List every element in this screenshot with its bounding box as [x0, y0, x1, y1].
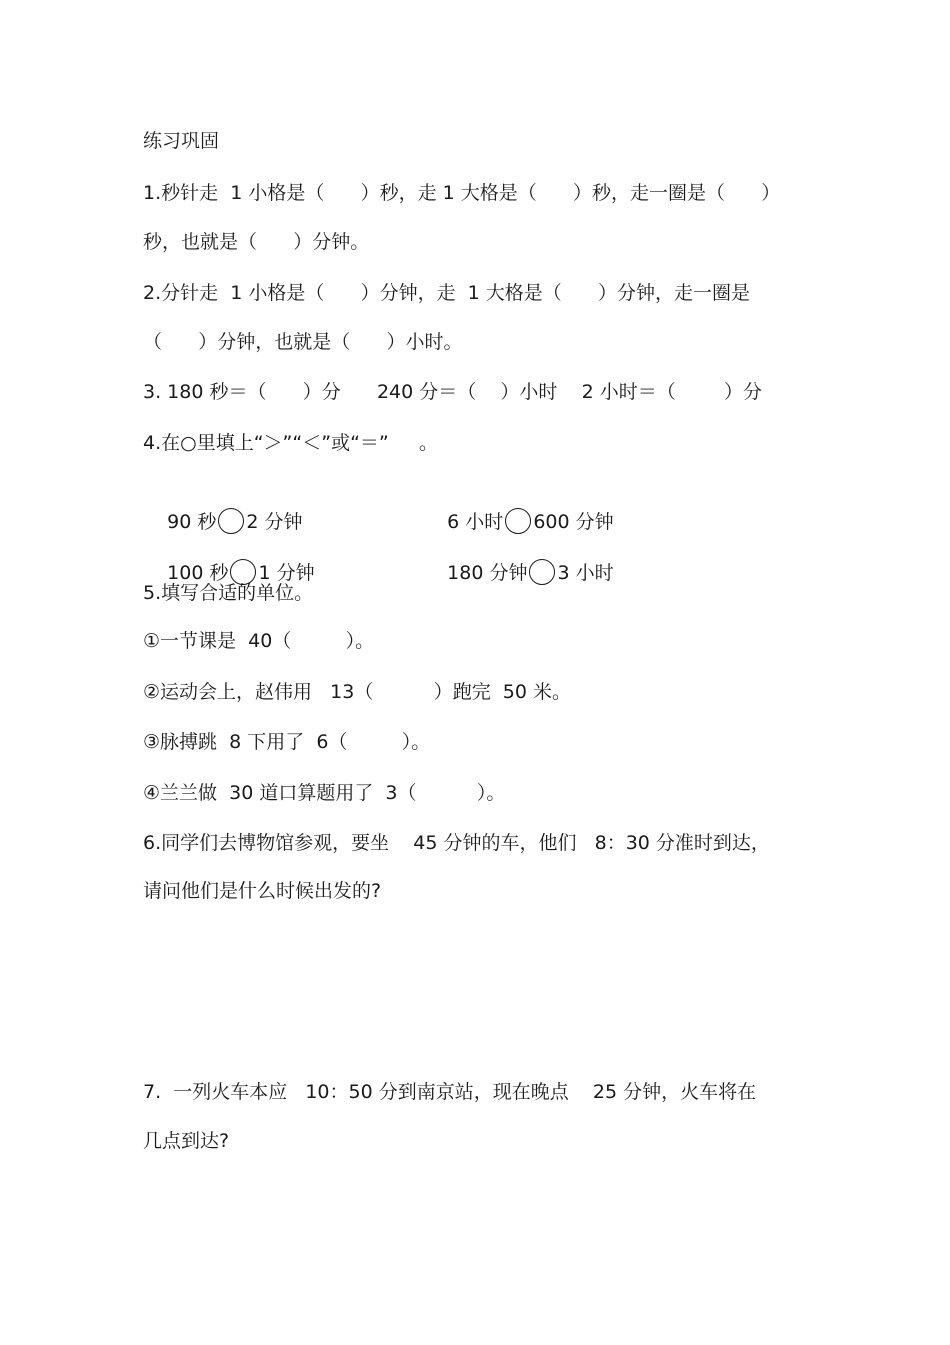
compare-right: 2 分钟 [246, 511, 303, 533]
question-7-line-1: 7. 一列火车本应 10：50 分到南京站，现在晚点 25 分钟，火车将在 [143, 1081, 757, 1103]
compare-right: 1 分钟 [258, 562, 315, 584]
question-1-line-2: 秒，也就是（ ）分钟。 [143, 231, 370, 253]
question-2-line-2: （ ）分钟，也就是（ ）小时。 [143, 331, 463, 353]
compare-right: 600 分钟 [533, 511, 614, 533]
unit-item-3: ③脉搏跳 8 下用了 6（ ）。 [143, 731, 431, 753]
section-title: 练习巩固 [143, 130, 220, 152]
compare-circle-icon[interactable] [218, 508, 244, 534]
question-3-line-1: 3. 180 秒＝（ ）分 240 分＝（ ）小时 2 小时＝（ ）分 [143, 381, 763, 403]
compare-right: 3 小时 [557, 562, 614, 584]
compare-circle-icon[interactable] [505, 508, 531, 534]
compare-left: 180 分钟 [447, 562, 528, 584]
unit-item-1: ①一节课是 40（ ）。 [143, 630, 375, 652]
question-5-instruction: 5.填写合适的单位。 [143, 582, 314, 604]
compare-circle-icon[interactable] [529, 559, 555, 585]
compare-item-1 [143, 483, 303, 533]
compare-left: 6 小时 [447, 511, 504, 533]
question-7-line-2: 几点到达? [143, 1130, 230, 1152]
compare-item-2 [423, 483, 614, 533]
question-6-line-1: 6.同学们去博物馆参观，要坐 45 分钟的车，他们 8：30 分准时到达， [143, 832, 770, 854]
unit-item-2: ②运动会上，赵伟用 13（ ）跑完 50 米。 [143, 681, 572, 703]
question-1-line-1: 1.秒针走 1 小格是（ ）秒，走 1 大格是（ ）秒，走一圈是（ ） [143, 182, 781, 204]
unit-item-4: ④兰兰做 30 道口算题用了 3（ ）。 [143, 782, 506, 804]
compare-item-4 [423, 534, 614, 584]
compare-left: 90 秒 [167, 511, 217, 533]
question-2-line-1: 2.分针走 1 小格是（ ）分钟，走 1 大格是（ ）分钟，走一圈是 [143, 282, 751, 304]
question-6-line-2: 请问他们是什么时候出发的? [143, 880, 382, 902]
question-4-instruction: 4.在○里填上“＞”“＜”或“＝” 。 [143, 432, 438, 454]
compare-left: 100 秒 [167, 562, 229, 584]
compare-item-3 [143, 534, 315, 584]
